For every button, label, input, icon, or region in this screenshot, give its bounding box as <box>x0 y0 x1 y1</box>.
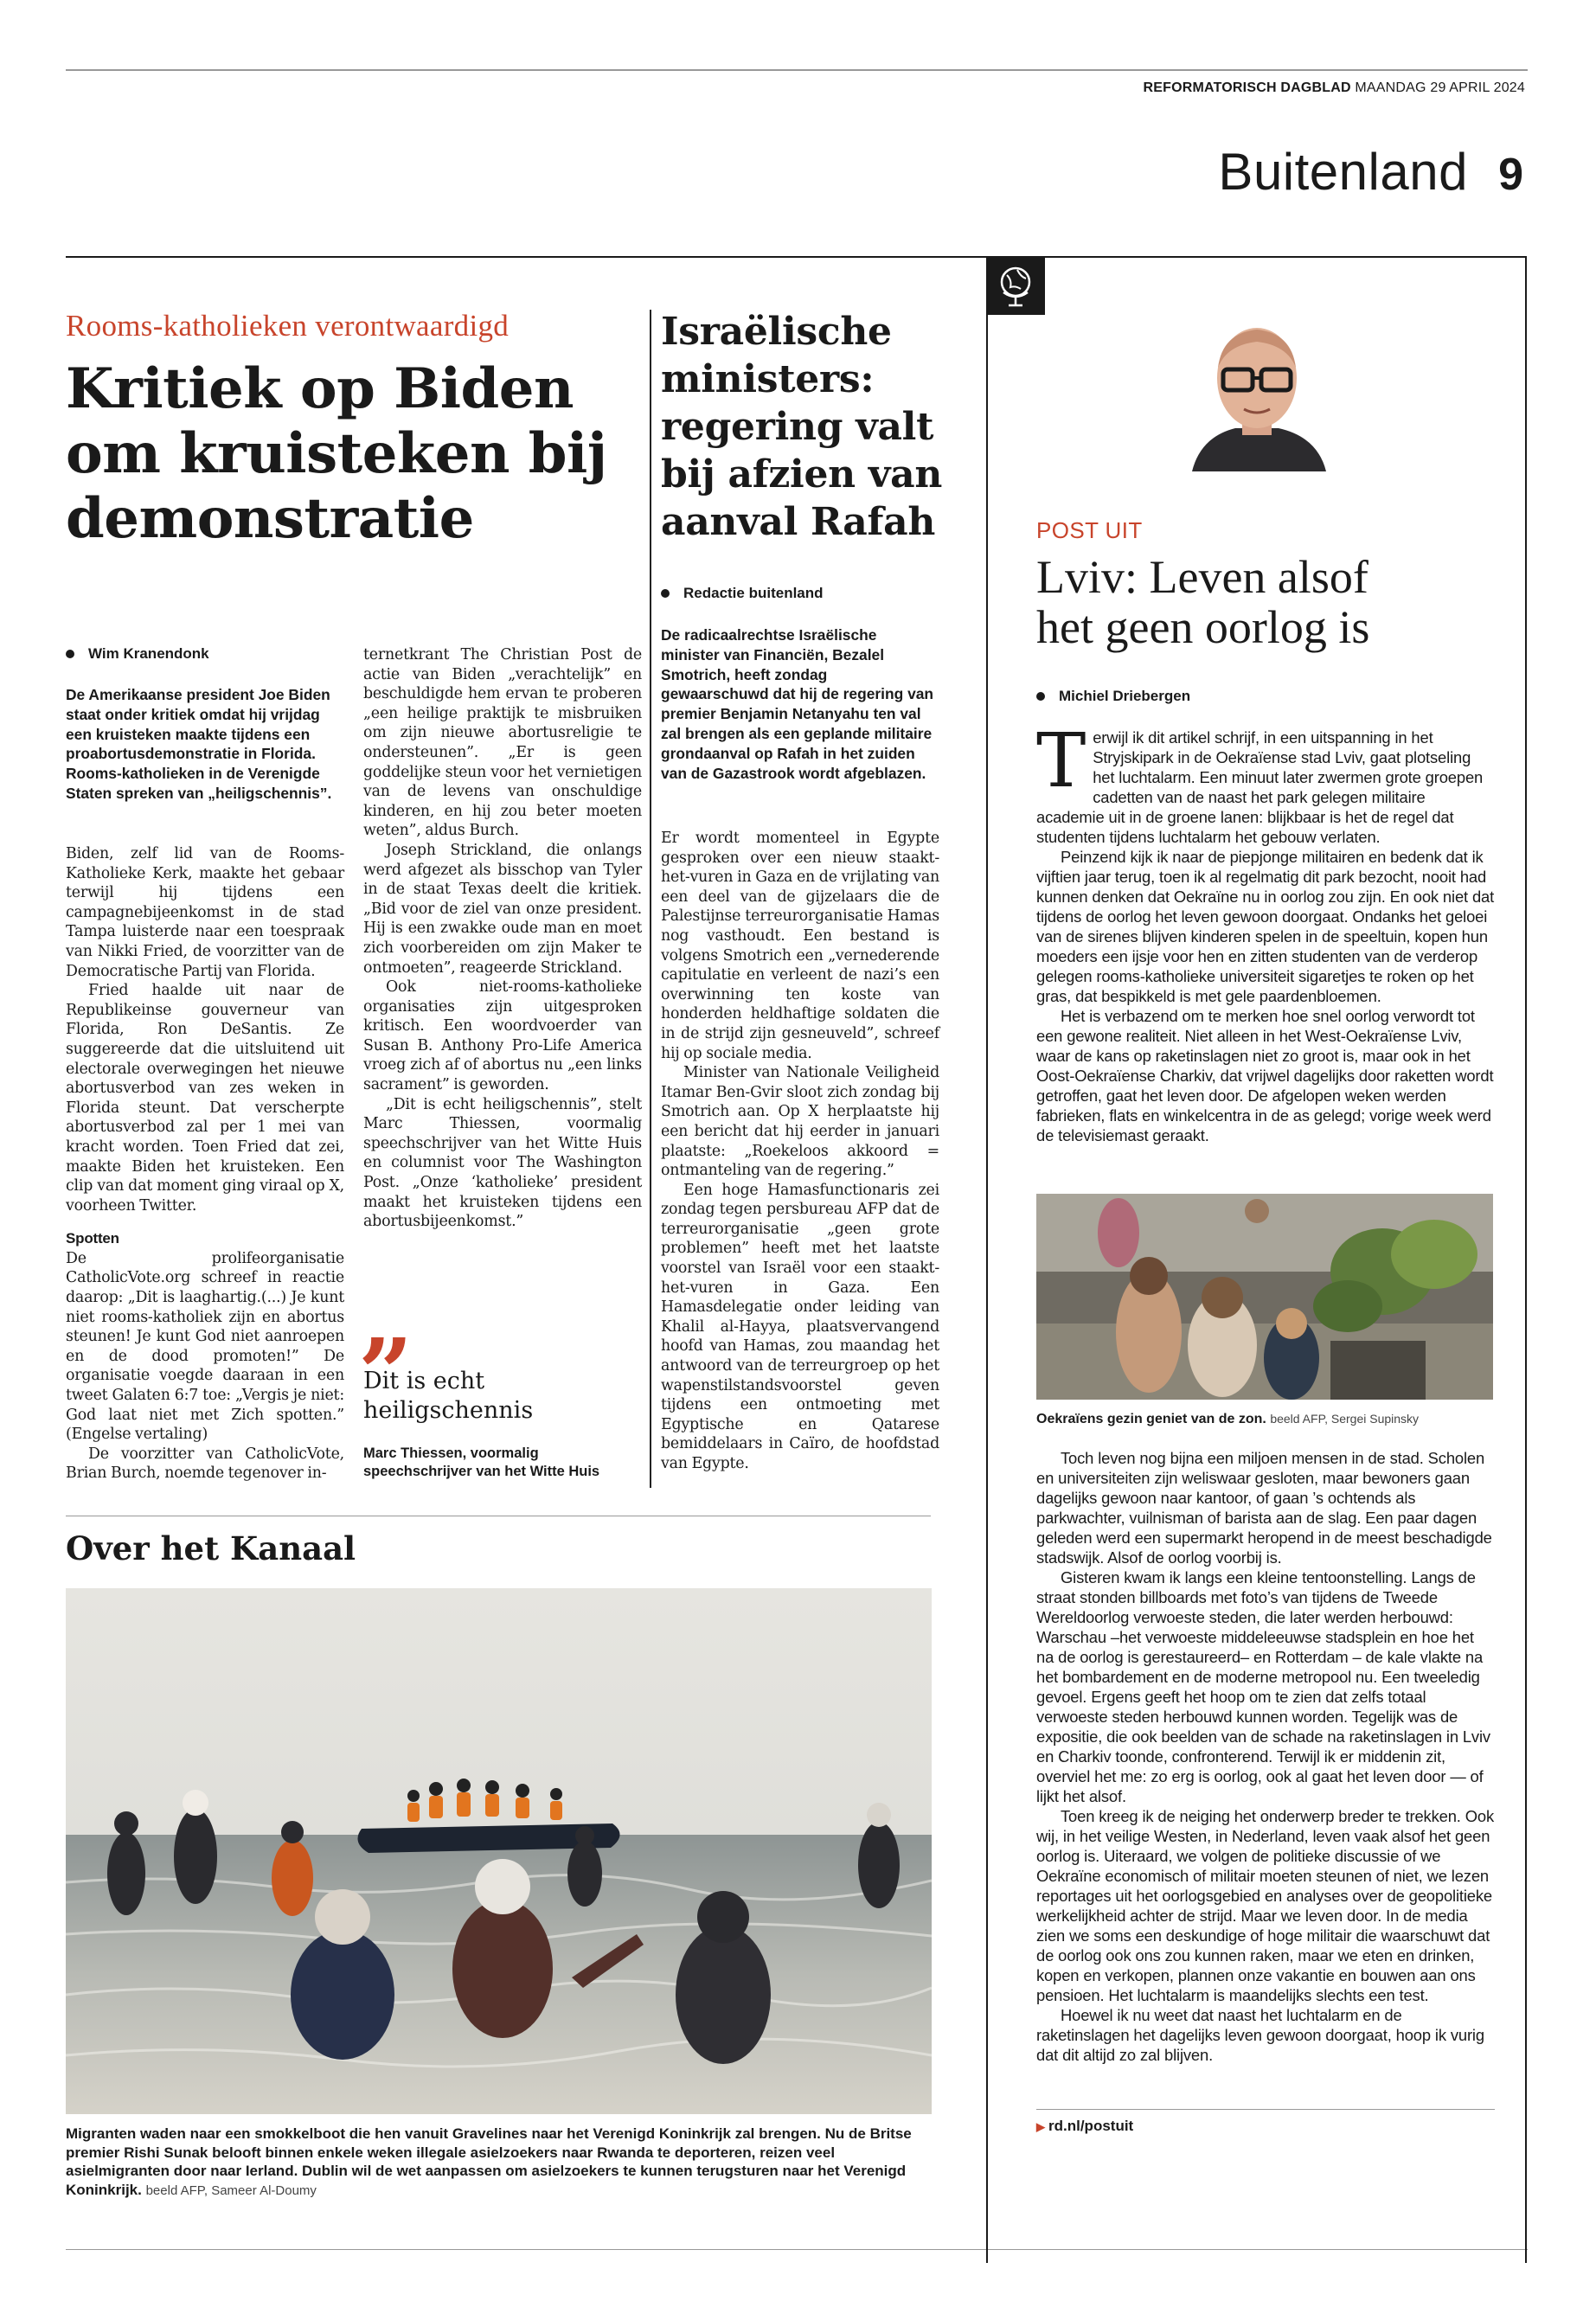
issue-date: MAANDAG 29 APRIL 2024 <box>1355 80 1525 95</box>
paragraph: Gisteren kwam ik langs een kleine tentoonstelling. Langs de straat stonden billboards met foto’s van tijdens de Tweede Wereldoorlog verwoeste steden, die later werden herbouwd: Warschau –het verwoeste middeleeuwse stadsplein en hoe het na de oorlog is gerestaureerd– en Rotterdam – de kale vlakte na het bombardement en de moderne metropool nu. Een tweeledig gevoel. Ergens geeft het hoop om te zien dat zelfs totaal verwoeste steden herbouwd kunnen worden. Tegelijk was de expositie, die ook beelden van de schade na raketinslagen in Lviv en Charkiv toonde, confronterend. Terwijl ik er middenin zit, overviel het me: zo erg is oorlog, ook al gaat het leven door — of lijkt het alsof. <box>1036 1568 1490 1805</box>
biden-column-1 <box>66 844 344 1484</box>
post-uit-author: Michiel Driebergen <box>1059 688 1191 704</box>
globe-icon <box>986 256 1045 315</box>
caption-text: Oekraïens gezin geniet van de zon. <box>1036 1412 1266 1426</box>
photo-credit: beeld AFP, Sameer Al-Doumy <box>145 2182 317 2198</box>
biden-headline: Kritiek op Biden om kruisteken bij demonstratie <box>66 356 607 551</box>
paragraph: Peinzend kijk ik naar de piepjonge militairen en bedenk dat ik vijftien jaar terug, toen ik al regelmatig dit park bezocht, nooit had kunnen denken dat Oekraïne nu in oorlog zou zijn. En ook niet dat tijdens de oorlog het leven gewoon doorgaat. Ondanks het geloei van de sirenes blijven kinderen spelen in de speeltuin, kopen hun moeders een ijsje voor hen en zitten studenten van de verderop gelegen rooms-katholieke universiteit sigaretjes te roken op het gras, dat bespikkeld is met gele paardenbloemen. <box>1036 848 1495 1005</box>
photo-credit: beeld AFP, Sergei Supinsky <box>1270 1412 1420 1426</box>
paragraph: De prolifeorganisatie CatholicVote.org schreef in reactie daarop: „Dit is laaghartig.(...) Je kunt niet rooms-katholiek zijn en abortus steunen! Je kunt God niet aanroepen en de dood promoten!” De organisatie voegde daaraan in een tweet Galaten 6:7 toe: „Vergis je niet: God laat niet met Zich spotten.” (Engelse vertaling) <box>66 1249 344 1444</box>
paragraph: De voorzitter van CatholicVote, Brian Burch, noemde tegenover in- <box>66 1445 344 1483</box>
pull-quote: Dit is echt heiligschennis <box>363 1368 534 1424</box>
bullet-dot <box>1036 692 1045 701</box>
post-uit-link[interactable] <box>1036 2118 1133 2135</box>
drop-cap: T <box>1036 718 1086 804</box>
page-number: 9 <box>1498 150 1523 200</box>
migrants-caption <box>66 2125 931 2200</box>
caption-text: Migranten waden naar een smokkelboot die hen vanuit Gravelines naar het Verenigd Koninkrijk zal brengen. Nu de Britse premier Rishi Sunak belooft binnen enkele weken illegale asielzoekers naar Rwanda te deporteren, reizen veel asielmigranten door naar Ierland. Dublin wil de wet aanpassen om asielzoekers te kunnen terugsturen naar het Verenigd Koninkrijk. <box>66 2125 912 2198</box>
first-paragraph <box>1036 718 1495 847</box>
biden-kicker: Rooms-katholieken verontwaardigd <box>66 309 510 343</box>
section-title: Buitenland <box>1218 143 1468 201</box>
post-uit-label: POST UIT <box>1036 517 1143 543</box>
biden-byline <box>66 645 209 663</box>
post-uit-headline: Lviv: Leven alsof het geen oorlog is <box>1036 551 1370 653</box>
migrants-photo <box>66 1588 932 2114</box>
rafah-body <box>661 829 939 1474</box>
paragraph: „Dit is echt heiligschennis”, stelt Marc Thiessen, voormalig speechschrijver van het Witte Huis en columnist voor The Washington Post. „Onze ‘katholieke’ president maakt het kruisteken tijdens een abortusbijeenkomst.” <box>363 1095 642 1231</box>
paragraph: Hoewel ik nu weet dat naast het luchtalarm en de raketinslagen het dagelijks leven gewoon doorgaat, hoop ik vurig dat dit altijd zo zal blijven. <box>1036 2006 1484 2064</box>
paragraph: Fried haalde uit naar de Republikeinse gouverneur van Florida, Ron DeSantis. Ze suggereerde dat die uitsluitend uit electorale overwegingen het nieuwe abortusverbod van zes weken in Florida steunt. Dat verscherpte abortusverbod zal per 1 mei van kracht worden. Toen Fried dat zei, maakte Biden het kruisteken. Een clip van dat moment ging viraal op X, voorheen Twitter. <box>66 982 344 1215</box>
quote-attribution: Marc Thiessen, voormalig speechschrijver van het Witte Huis <box>363 1445 600 1479</box>
header-rule <box>66 69 1528 71</box>
paragraph: Minister van Nationale Veiligheid Itamar Ben-Gvir sloot zich zondag bij Smotrich aan. Op X herplaatste hij een bericht dat hij eerder in januari plaatste: „Roekeloos akkoord = ontmanteling van de regering.” <box>661 1064 939 1180</box>
paragraph: Joseph Strickland, die onlangs werd afgezet als bisschop van Tyler in de staat Texas deelt die kritiek. „Bid voor de ziel van onze president. Hij is een zwakke oude man en moet zich voorbereiden om zijn Maker te ontmoeten”, reageerde Strickland. <box>363 841 642 977</box>
paragraph: Er wordt momenteel in Egypte gesproken over een nieuw staakt-het-vuren in Gaza en de vrijlating van een deel van de gijzelaars die de Palestijnse terreurorganisatie Hamas nog vasthoudt. Een bestand is volgens Smotrich een „vernederende capitulatie en verleent de nazi’s een overwinning ten koste van honderden heldhaftige soldaten die in de strijd zijn gesneuveld”, schreef hij op sociale media. <box>661 830 939 1062</box>
post-uit-link-rule <box>1036 2109 1495 2110</box>
link-text[interactable]: rd.nl/postuit <box>1048 2118 1134 2134</box>
post-uit-body-bottom <box>1036 1448 1495 2065</box>
paragraph: Toen kreeg ik de neiging het onderwerp breder te trekken. Ook wij, in het veilige Westen, in Nederland, leven vaak alsof het geen oorlog is. Uiteraard, we volgen de politieke discussie of we Oekraïne economisch of militair moeten steunen of niet, we lezen reportages uit het oorlogsgebied en analyses over de geopolitieke werkelijkheid achter de strijd. Maar we leven door. In de media zien we soms een deskundige of hoge militair die waarschuwt dat de oorlog ook ons zou kunnen raken, maar we eten en drinken, kopen en verkopen, plannen onze vakantie en bouwen aan ons pensioen. Het luchtalarm is maandelijks slechts een test. <box>1036 1807 1494 2004</box>
paragraph: Een hoge Hamasfunctionaris zei zondag tegen persbureau AFP dat de terreurorganisatie „geen grote problemen” heeft met het laatste voorstel van Israël voor een staakt-het-vuren in Gaza. Een Hamasdelegatie onder leiding van Khalil al-Hayya, plaatsvervangend hoofd van Hamas, zou maandag het antwoord van de terreurgroep op het wapenstilstandsvoorstel geven tijdens een ontmoeting met Egyptische en Qatarese bemiddelaars in Caïro, de hoofdstad van Egypte. <box>661 1181 939 1472</box>
paragraph: ternetkrant The Christian Post de actie van Biden „verachtelijk” en beschuldigde hem ervan te proberen „een heilige praktijk te misbruiken om zijn nieuwe abortusreligie te ondersteunen”. „Er is geen goddelijke steun voor het vernietigen van de levens van onschuldige kinderen, en hij zou beter moeten weten”, aldus Burch. <box>363 646 642 840</box>
rafah-headline: Israëlische ministers: regering valt bij afzien van aanval Rafah <box>661 310 943 544</box>
photo-section-title: Over het Kanaal <box>66 1529 356 1567</box>
family-caption <box>1036 1410 1495 1429</box>
rafah-byline <box>661 585 824 602</box>
paragraph: erwijl ik dit artikel schrijf, in een uitspanning in het Stryjskipark in de Oekraïense stad Lviv, gaat plotseling het luchtalarm. Een minuut later zwermen grote groepen cadetten van de naast het park gelegen militaire academie uit in de groene lanen: blijkbaar is het de regel dat studenten tijdens luchtalarm het gebouw verlaten. <box>1036 728 1484 846</box>
post-uit-body-top <box>1036 718 1495 1145</box>
bullet-dot <box>66 650 74 658</box>
subheading: Spotten <box>66 1230 119 1247</box>
migrants-photo-image <box>66 1588 932 2114</box>
rafah-lead: De radicaalrechtse Israëlische minister van Financiën, Bezalel Smotrich, heeft zondag gewaarschuwd dat hij de regering van premier Benjamin Netanyahu ten val zal brengen als een geplande militaire grondaanval op Rafah in het zuiden van de Gazastrook wordt afgeblazen. <box>661 626 934 782</box>
arrow-right-icon: ▶ <box>1036 2120 1045 2133</box>
paragraph: Biden, zelf lid van de Rooms-Katholieke Kerk, maakte het gebaar terwijl hij tijdens een campagnebijeenkomst in de stad Tampa luisterde naar een toespraak van Nikki Fried, de voorzitter van de Democratische Partij van Florida. <box>66 845 344 980</box>
post-uit-byline <box>1036 688 1190 705</box>
articles-top-rule <box>66 256 987 258</box>
paragraph: Toch leven nog bijna een miljoen mensen in de stad. Scholen en universiteiten zijn weliswaar gesloten, maar bewoners gaan dagelijks gewoon naar kantoor, of gaan ’s ochtends als parkwachter, vuilnisman of barista aan de slag. Een paar dagen geleden werd een supermarkt heropend in de meest beschadigde stadswijk. Alsof de oorlog voorbij is. <box>1036 1449 1492 1567</box>
masthead <box>1144 80 1526 96</box>
author-portrait <box>1175 316 1339 471</box>
family-photo-image <box>1036 1194 1493 1400</box>
quote-mark: „ <box>360 1263 415 1375</box>
family-photo <box>1036 1194 1493 1400</box>
author-portrait-image <box>1175 316 1339 471</box>
paragraph: Ook niet-rooms-katholieke organisaties zijn uitgesproken kritisch. Een woordvoerder van Susan B. Anthony Pro-Life America vroeg zich af of abortus nu „een links sacrament” is geworden. <box>363 978 642 1094</box>
biden-lead: De Amerikaanse president Joe Biden staat onder kritiek omdat hij vrijdag een kruisteken maakte tijdens een proabortusdemonstratie in Florida. Rooms-katholieken in de Verenigde Staten spreken van „heiligschennis”. <box>66 686 332 802</box>
globe-badge <box>986 256 1045 315</box>
paper-name: REFORMATORISCH DAGBLAD <box>1143 80 1351 95</box>
biden-author: Wim Kranendonk <box>88 645 209 662</box>
rafah-author: Redactie buitenland <box>683 585 824 601</box>
bullet-dot <box>661 589 670 598</box>
column-divider <box>650 310 651 1488</box>
biden-column-2 <box>363 645 642 1232</box>
paragraph: Het is verbazend om te merken hoe snel oorlog verwordt tot een gewone realiteit. Niet alleen in het West-Oekraïense Lviv, waar de kans op raketinslagen niet zo groot is, maar ook in het Oost-Oekraïense Charkiv, dat vrijwel dagelijks door raketten wordt getroffen, gaat het leven door. De afgelopen weken werden fabrieken, flats en winkelcentra in de as gelegd; vorige week werd de televisiemast geraakt. <box>1036 1007 1494 1144</box>
